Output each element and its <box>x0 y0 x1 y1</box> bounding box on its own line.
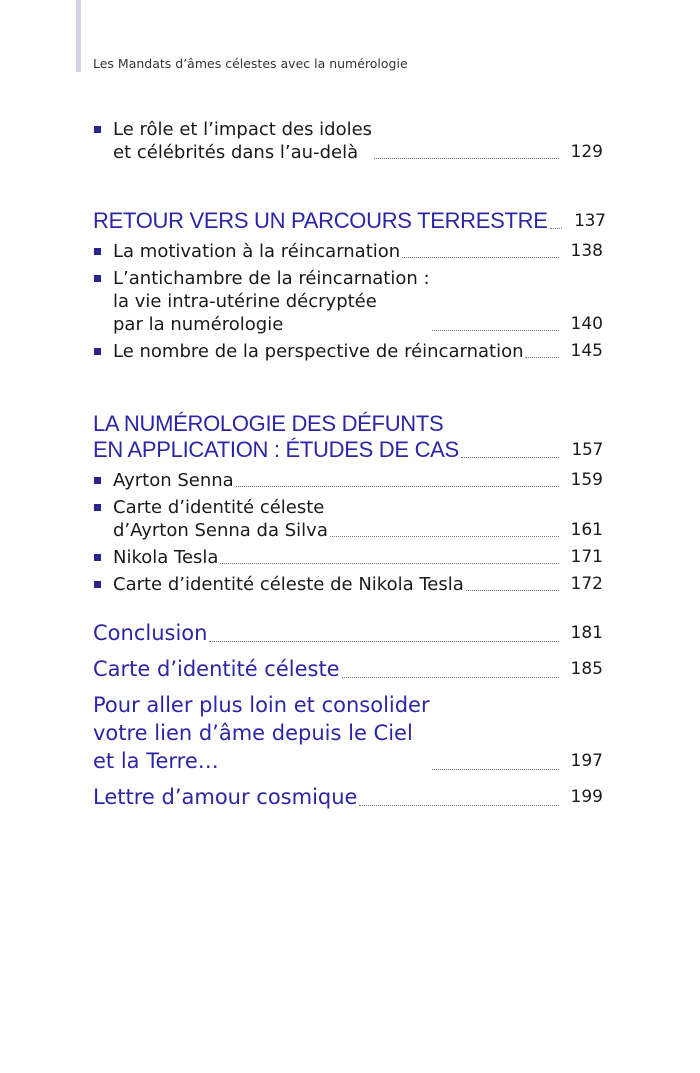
toc-entry-ayrton-senna[interactable]: Ayrton Senna 159 <box>93 469 603 492</box>
dot-leader <box>432 330 559 331</box>
page-number: 161 <box>570 520 603 540</box>
page-number: 171 <box>570 547 603 567</box>
toc-entry-idoles[interactable]: Le rôle et l’impact des idoles et célébrités dans l’au-delà 129 <box>93 118 603 164</box>
page-number: 140 <box>570 314 603 334</box>
toc-entry-motivation[interactable]: La motivation à la réincarnation 138 <box>93 240 603 263</box>
toc-entry-carte-senna[interactable]: Carte d’identité céleste d’Ayrton Senna da Silva 161 <box>93 496 603 542</box>
page-number: 185 <box>570 659 603 679</box>
dot-leader <box>342 677 559 678</box>
page-number: 129 <box>570 142 603 162</box>
running-head: Les Mandats d’âmes célestes avec la numérologie <box>93 56 408 71</box>
bullet-icon <box>94 477 101 484</box>
page-number: 181 <box>570 623 603 643</box>
dot-leader <box>359 805 559 806</box>
bullet-icon <box>94 554 101 561</box>
toc-entry-conclusion[interactable]: Conclusion 181 <box>93 621 603 645</box>
dot-leader <box>466 590 559 591</box>
dot-leader <box>525 357 559 358</box>
dot-leader <box>209 641 559 642</box>
bullet-icon <box>94 248 101 255</box>
dot-leader <box>220 563 559 564</box>
toc-entry-carte-tesla[interactable]: Carte d’identité céleste de Nikola Tesla 172 <box>93 573 603 596</box>
page-number: 199 <box>570 787 603 807</box>
dot-leader <box>330 536 559 537</box>
page-number: 138 <box>570 241 603 261</box>
page-number: 157 <box>571 440 603 460</box>
toc-section-retour[interactable]: RETOUR VERS UN PARCOURS TERRESTRE 137 <box>93 208 606 233</box>
page-number: 197 <box>570 751 603 771</box>
bullet-icon <box>94 348 101 355</box>
page-number: 145 <box>570 341 603 361</box>
dot-leader <box>374 158 559 159</box>
bullet-icon <box>94 275 101 282</box>
bullet-icon <box>94 581 101 588</box>
toc-entry-nikola-tesla[interactable]: Nikola Tesla 171 <box>93 546 603 569</box>
dot-leader <box>461 457 559 458</box>
bullet-icon <box>94 504 101 511</box>
dot-leader <box>236 486 559 487</box>
table-of-contents <box>93 118 606 811</box>
page-number: 159 <box>570 470 603 490</box>
dot-leader <box>402 257 559 258</box>
page-number: 172 <box>570 574 603 594</box>
toc-entry-antichambre[interactable]: L’antichambre de la réincarnation : la vie intra-utérine décryptée par la numérologie 140 <box>93 267 603 336</box>
toc-section-numerologie-defunts[interactable]: LA NUMÉROLOGIE DES DÉFUNTS EN APPLICATION : ÉTUDES DE CAS 157 <box>93 411 603 462</box>
toc-entry-pour-aller-plus-loin[interactable]: Pour aller plus loin et consolider votre lien d’âme depuis le Ciel et la Terre… 197 <box>93 693 603 773</box>
toc-entry-carte-identite[interactable]: Carte d’identité céleste 185 <box>93 657 603 681</box>
toc-entry-lettre-amour[interactable]: Lettre d’amour cosmique 199 <box>93 785 603 809</box>
page-number: 137 <box>574 211 606 231</box>
margin-bar <box>76 0 81 72</box>
bullet-icon <box>94 126 101 133</box>
toc-entry-nombre-perspective[interactable]: Le nombre de la perspective de réincarnation 145 <box>93 340 603 363</box>
dot-leader <box>432 769 559 770</box>
dot-leader <box>550 228 562 229</box>
